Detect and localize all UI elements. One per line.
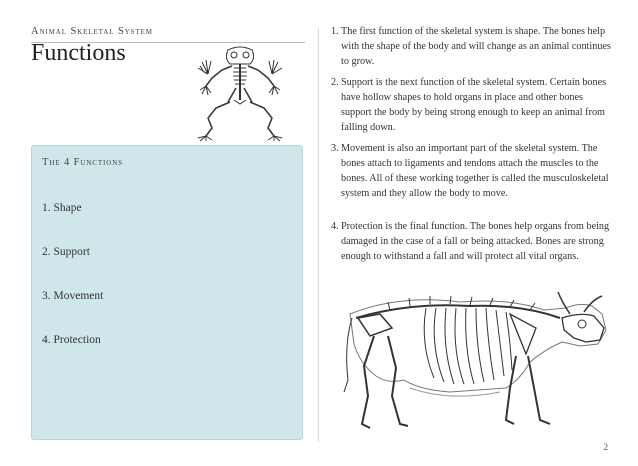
cow-skeleton-image — [330, 284, 612, 434]
paragraph-number: 1. — [331, 26, 339, 37]
paragraph-movement — [331, 141, 616, 201]
page-title: Functions — [31, 40, 126, 66]
paragraph-number: 3. — [331, 143, 339, 154]
paragraph-support — [331, 75, 616, 135]
function-item-movement: 3. Movement — [42, 290, 104, 302]
function-item-shape: 1. Shape — [42, 202, 82, 214]
frog-skeleton-image — [186, 42, 294, 142]
box-title: The 4 Functions — [42, 157, 123, 168]
section-label: Animal Skeletal System — [31, 26, 305, 43]
functions-summary-box — [31, 145, 303, 440]
column-divider — [318, 28, 319, 442]
paragraph-text: The first function of the skeletal system is shape. The bones help with the shape of the body and will change as an animal continues to grow. — [341, 26, 611, 67]
paragraph-text: Protection is the final function. The bones help organs from being damaged in the case of a fall or being attacked. Bones are strong enough to withstand a fall and will protect all vital organs. — [341, 221, 610, 262]
paragraph-text: Support is the next function of the skeletal system. Certain bones have hollow shapes to hold organs in place and other bones support the body by being strong enough to keep an animal from falling down. — [341, 77, 607, 133]
paragraph-number: 4. — [331, 221, 339, 232]
paragraph-number: 2. — [331, 77, 339, 88]
paragraph-shape — [331, 24, 616, 69]
function-item-protection: 4. Protection — [42, 334, 101, 346]
function-item-support: 2. Support — [42, 246, 90, 258]
paragraph-protection — [331, 219, 616, 264]
page-number: 2 — [603, 442, 608, 452]
paragraph-text: Movement is also an important part of the skeletal system. The bones attach to ligaments and tendons attach the muscles to the bones. All of these working together is called the musculoskeletal system and they allow the body to move. — [341, 143, 609, 199]
